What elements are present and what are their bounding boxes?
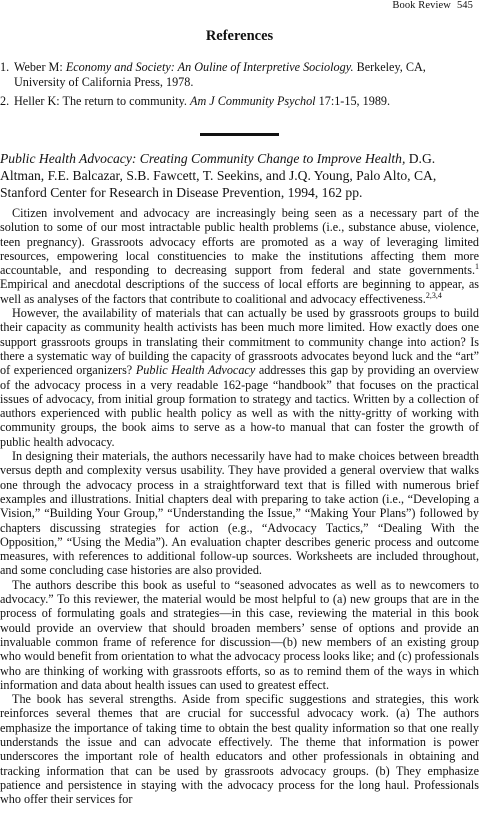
reference-item: [0, 60, 479, 90]
paragraph-text: addresses this gap by providing an overview of the advocacy process in a very readable 162-page “handbook” that focuses on the practical issues of advocacy, from initial group formation to strategy and tactics. Written by a collection of authors experienced with public health policy as well as with the nitty-gritty of working with community groups, the book aims to serve as a how-to manual that can foster the growth of public health advocacy.: [0, 363, 479, 449]
paragraph: In designing their materials, the authors necessarily have had to make choices between breadth versus depth and complexity versus usability. They have provided a general overview that walks one through the advocacy process in a straightforward text that is filled with numerous brief examples and illustrations. Initial chapters deal with preparing to take action (i.e., “Developing a Vision,” “Building Your Group,” “Understanding the Issue,” “Making Your Plans”) followed by chapters discussing strategies for action (e.g., “Advocacy Tactics,” “Dealing With the Opposition,” “Using the Media”). An evaluation chapter describes generic process and outcome measures, with references to additional follow-up sources. Worksheets are included throughout, and some concluding case histories are also provided.: [0, 449, 479, 578]
references-list: [0, 60, 479, 113]
reference-number: 2.: [0, 94, 10, 108]
reference-author: Heller K: The return to community.: [14, 94, 190, 108]
running-head: [392, 0, 473, 11]
reference-citation: 17:1-15, 1989.: [315, 94, 391, 108]
reference-publisher: Berkeley, CA, University of California Press, 1978.: [14, 60, 426, 89]
reviewed-book-details: D.G. Altman, F.E. Balcazar, S.B. Fawcett, T. Seekins, and J.Q. Young, Palo Alto, CA, Stanford Center for Research in Disease Prevention, 1994, 162 pp.: [0, 151, 437, 200]
reference-journal: Am J Community Psychol: [190, 94, 316, 108]
reviewed-book-title: Public Health Advocacy: Creating Community Change to Improve Health,: [0, 151, 406, 166]
page-number: 545: [456, 0, 473, 11]
review-body: [0, 206, 479, 806]
paragraph: [0, 306, 479, 449]
reference-number: 1.: [0, 60, 10, 74]
reference-book-title: Economy and Society: An Ouline of Interpretive Sociology.: [65, 60, 354, 74]
reference-item: [0, 94, 479, 109]
paragraph: The book has several strengths. Aside from specific suggestions and strategies, this work reinforces several themes that are crucial for successful advocacy work. (a) The authors emphasize the importance of taking time to obtain the best quality information so that one really understands the issue and can advocate effectively. The theme that information is power underscores the important role of health educators and other professionals in obtaining and tracking information that can be used by grassroots advocacy groups. (b) They emphasize patience and persistence in staying with the advocacy process for the long haul. Professionals who offer their services for: [0, 692, 479, 807]
paragraph-text: Citizen involvement and advocacy are increasingly being seen as a necessary part of the solution to some of our most intractable public health problems (i.e., substance abuse, violence, teen pregnancy). Grassroots advocacy efforts are promoted as a way of leveraging limited resources, empowering local constituencies to make the institutions affecting them more accountable, and responding to decreasing support from federal and state governments.: [0, 206, 479, 278]
running-head-section: Book Review: [392, 0, 451, 11]
paragraph: [0, 206, 479, 306]
book-title-inline: Public Health Advocacy: [135, 363, 256, 378]
reviewed-book-citation: [0, 150, 479, 201]
paragraph-text: Empirical and anecdotal descriptions of the success of local efforts are beginning to appear, as well as analyses of the factors that contribute to coalitional and advocacy effectiveness.: [0, 277, 479, 306]
references-heading: References: [205, 28, 274, 44]
footnote-ref: 1: [475, 262, 479, 272]
paragraph: The authors describe this book as useful to “seasoned advocates as well as to newcomers to advocacy.” To this reviewer, the material would be most helpful to (a) new groups that are in the process of formulating goals and strategies—in this case, reviewing the material in this book would provide an overview that should broaden members’ sense of options and provide an invaluable common frame of reference for discussion—(b) new members of an existing group who would benefit from orientation to what the advocacy process looks like; and (c) professionals who are thinking of working with grassroots efforts, so as to remind them of the ways in which information and data about health issues can used to greatest effect.: [0, 577, 479, 692]
paragraph-text: However, the availability of materials that can actually be used by grassroots groups to build their capacity as community health activists has been much more limited. How exactly does one support grassroots groups in translating their commitment to community change into action? Is there a systematic way of building the capacity of grassroots advocates beyond luck and the “art” of experienced organizers?: [0, 306, 479, 378]
section-divider: [200, 133, 279, 136]
footnote-ref: 2,3,4: [425, 290, 442, 300]
reference-author: Weber M:: [14, 60, 66, 74]
